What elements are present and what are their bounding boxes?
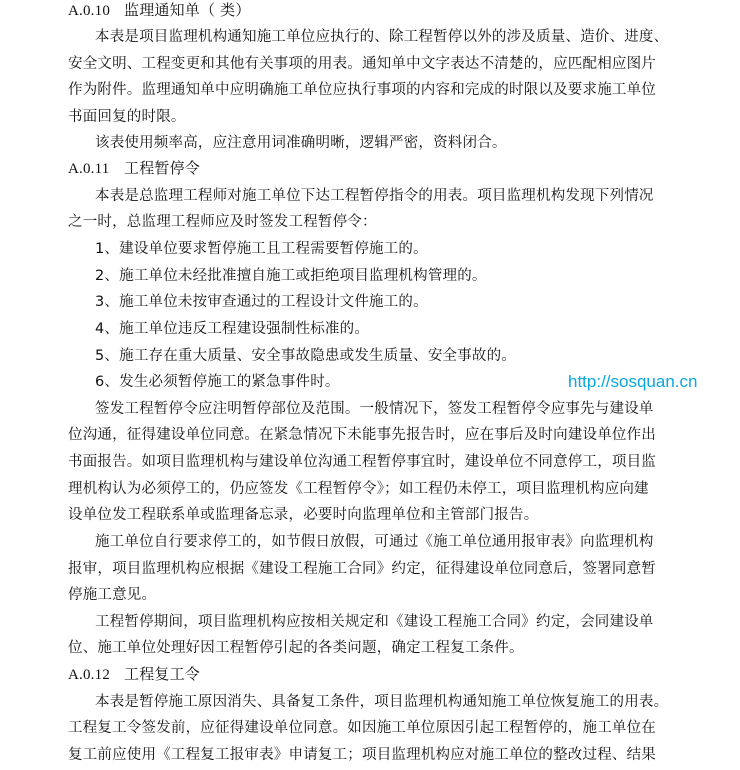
paragraph-line: 书面回复的时限。: [68, 109, 186, 125]
section-number: A.0.10: [68, 3, 111, 19]
paragraph-line: 位沟通，征得建设单位同意。在紧急情况下未能事先报告时，应在事后及时向建设单位作出: [68, 427, 656, 443]
paragraph-line: 工程暂停期间，项目监理机构应按相关规定和《建设工程施工合同》约定，会同建设单: [95, 614, 654, 630]
paragraph-line: 位、施工单位处理好因工程暂停引起的各类问题，确定工程复工条件。: [68, 640, 524, 656]
section-number: A.0.11: [68, 161, 110, 177]
paragraph-line: 施工单位自行要求停工的，如节假日放假，可通过《施工单位通用报审表》向监理机构: [95, 534, 654, 550]
paragraph-line: 书面报告。如项目监理机构与建设单位沟通工程暂停事宜时，建设单位不同意停工，项目监: [68, 454, 656, 470]
paragraph-line: 签发工程暂停令应注明暂停部位及范围。一般情况下，签发工程暂停令应事先与建设单: [95, 401, 654, 417]
section-number: A.0.12: [68, 667, 111, 683]
paragraph-line: 工程复工令签发前，应征得建设单位同意。如因施工单位原因引起工程暂停的，施工单位在: [68, 720, 656, 736]
paragraph-line: 理机构认为必须停工的，仍应签发《工程暂停令》；如工程仍未停工，项目监理机构应向建: [68, 481, 649, 497]
paragraph-line: 设单位发工程联系单或监理备忘录，必要时向监理单位和主管部门报告。: [68, 507, 539, 523]
list-item: 6、发生必须暂停施工的紧急事件时。: [95, 374, 340, 390]
list-item: 3、施工单位未按审查通过的工程设计文件施工的。: [95, 294, 428, 310]
section-heading-a-0-10: [68, 0, 251, 21]
list-item: 5、施工存在重大质量、安全事故隐患或发生质量、安全事故的。: [95, 348, 517, 364]
paragraph-line: 该表使用频率高，应注意用词准确明晰，逻辑严密，资料闭合。: [95, 135, 507, 151]
paragraph-line: 停施工意见。: [68, 587, 157, 603]
paragraph-line: 安全文明、工程变更和其他有关事项的用表。通知单中文字表达不清楚的，应匹配相应图片: [68, 56, 656, 72]
section-title: 工程复工令: [124, 665, 201, 683]
paragraph-line: 作为附件。监理通知单中应明确施工单位应执行事项的内容和完成的时限以及要求施工单位: [68, 82, 656, 98]
watermark-url: http://sosquan.cn: [568, 372, 698, 391]
section-title: 工程暂停令: [124, 159, 201, 177]
list-item: 1、建设单位要求暂停施工且工程需要暂停施工的。: [95, 241, 428, 257]
section-heading-a-0-11: [68, 158, 200, 179]
paragraph-line: 本表是暂停施工原因消失、具备复工条件，项目监理机构通知施工单位恢复施工的用表。: [95, 694, 669, 710]
list-item: 4、施工单位违反工程建设强制性标准的。: [95, 321, 370, 337]
section-title: 监理通知单（ 类）: [124, 1, 251, 19]
paragraph-line: 之一时，总监理工程师应及时签发工程暂停令：: [68, 214, 377, 230]
paragraph-line: 报审，项目监理机构应根据《建设工程施工合同》约定，征得建设单位同意后，签署同意暂: [68, 561, 656, 577]
paragraph-line: 本表是项目监理机构通知施工单位应执行的、除工程暂停以外的涉及质量、造价、进度、: [95, 29, 669, 45]
paragraph-line: 本表是总监理工程师对施工单位下达工程暂停指令的用表。项目监理机构发现下列情况: [95, 188, 654, 204]
section-heading-a-0-12: [68, 664, 200, 685]
paragraph-line: 复工前应使用《工程复工报审表》申请复工；项目监理机构应对施工单位的整改过程、结果: [68, 747, 656, 763]
list-item: 2、施工单位未经批准擅自施工或拒绝项目监理机构管理的。: [95, 268, 487, 284]
